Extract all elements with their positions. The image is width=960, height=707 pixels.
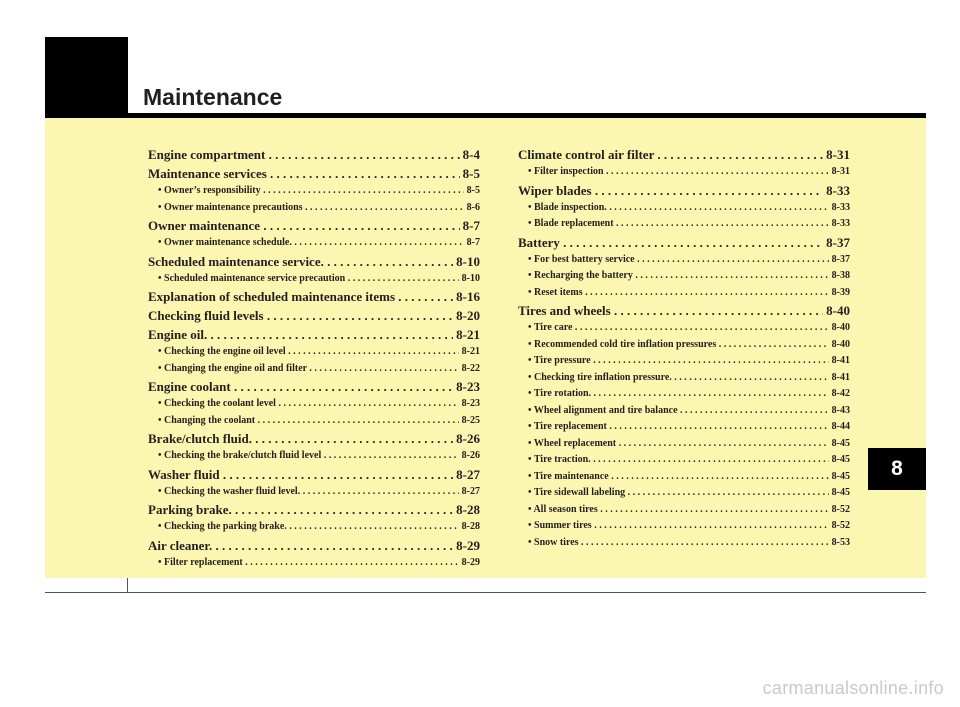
toc-subentry[interactable] <box>148 413 480 430</box>
toc-entry-page: 8-33 <box>823 181 850 200</box>
toc-subentry[interactable] <box>518 320 850 337</box>
toc-entry-page: 8-22 <box>459 361 480 378</box>
toc-entry[interactable] <box>148 500 480 519</box>
toc-subentry[interactable] <box>518 216 850 233</box>
toc-entry-page: 8-52 <box>829 518 850 535</box>
watermark: carmanualsonline.info <box>762 678 944 698</box>
toc-entry-label: • For best battery service . . . <box>528 254 850 265</box>
toc-entry-page: 8-5 <box>460 164 480 183</box>
toc-entry-label: • Filter replacement . . . <box>158 557 480 568</box>
toc-entry[interactable] <box>518 145 850 164</box>
toc-entry-label: • Checking the engine oil level . . . <box>158 346 480 357</box>
toc-column-right <box>518 145 850 551</box>
toc-entry-label: • Filter inspection . . . <box>528 166 850 177</box>
toc-entry-page: 8-45 <box>829 436 850 453</box>
toc-entry-page: 8-53 <box>829 535 850 552</box>
toc-entry-label: Engine oil. . . . <box>148 327 480 342</box>
toc-entry[interactable] <box>148 325 480 344</box>
toc-subentry[interactable] <box>518 469 850 486</box>
toc-entry-label: • Tire care . . . <box>528 322 850 333</box>
toc-entry-page: 8-44 <box>829 419 850 436</box>
toc-entry-label: • Tire replacement . . . <box>528 421 850 432</box>
toc-entry-label: Brake/clutch fluid. . . . <box>148 431 480 446</box>
toc-entry-label: Checking fluid levels . . . <box>148 308 480 323</box>
toc-subentry[interactable] <box>518 353 850 370</box>
toc-entry-page: 8-42 <box>829 386 850 403</box>
toc-entry-page: 8-29 <box>453 536 480 555</box>
toc-subentry[interactable] <box>518 452 850 469</box>
toc-subentry[interactable] <box>148 271 480 288</box>
toc-entry-label: • Recharging the battery . . . <box>528 270 850 281</box>
toc-entry-page: 8-40 <box>823 301 850 320</box>
toc-entry-label: • Summer tires . . . <box>528 520 850 531</box>
toc-subentry[interactable] <box>518 535 850 552</box>
toc-subentry[interactable] <box>518 419 850 436</box>
toc-subentry[interactable] <box>518 370 850 387</box>
toc-entry-page: 8-52 <box>829 502 850 519</box>
toc-entry-page: 8-33 <box>829 216 850 233</box>
toc-entry-label: • Reset items . . . <box>528 287 850 298</box>
toc-entry-page: 8-43 <box>829 403 850 420</box>
toc-entry[interactable] <box>148 287 480 306</box>
toc-entry-label: Air cleaner. . . . <box>148 538 480 553</box>
toc-entry-label: • Blade inspection. . . . <box>528 202 850 213</box>
toc-entry[interactable] <box>148 145 480 164</box>
toc-entry-label: • Changing the engine oil and filter . . . <box>158 363 480 374</box>
toc-entry-label: • Changing the coolant . . . <box>158 415 480 426</box>
toc-entry-label: Owner maintenance . . . <box>148 218 480 233</box>
toc-entry-label: • Wheel alignment and tire balance . . . <box>528 405 850 416</box>
toc-entry-label: • Tire sidewall labeling . . . <box>528 487 850 498</box>
toc-entry-page: 8-28 <box>459 519 480 536</box>
toc-entry-page: 8-21 <box>453 325 480 344</box>
toc-entry-label: Parking brake. . . . <box>148 502 480 517</box>
toc-entry-label: • Wheel replacement . . . <box>528 438 850 449</box>
toc-entry[interactable] <box>148 377 480 396</box>
toc-entry-page: 8-28 <box>453 500 480 519</box>
toc-entry-label: • Scheduled maintenance service precaution . . . <box>158 273 480 284</box>
toc-entry-page: 8-20 <box>453 306 480 325</box>
toc-entry-page: 8-33 <box>829 200 850 217</box>
toc-entry-page: 8-26 <box>453 429 480 448</box>
toc-entry-page: 8-25 <box>459 413 480 430</box>
toc-entry-label: • Checking the brake/clutch fluid level . . . <box>158 450 480 461</box>
toc-subentry[interactable] <box>518 200 850 217</box>
toc-entry-label: • Tire maintenance . . . <box>528 471 850 482</box>
toc-entry-label: • Blade replacement . . . <box>528 218 850 229</box>
toc-entry-label: • Tire rotation. . . . <box>528 388 850 399</box>
toc-subentry[interactable] <box>518 164 850 181</box>
toc-entry-label: Explanation of scheduled maintenance items . . . <box>148 289 480 304</box>
toc-entry-page: 8-40 <box>829 337 850 354</box>
toc-entry[interactable] <box>148 252 480 271</box>
toc-entry-page: 8-45 <box>829 485 850 502</box>
toc-entry-page: 8-45 <box>829 452 850 469</box>
toc-entry-page: 8-41 <box>829 353 850 370</box>
toc-entry-page: 8-39 <box>829 285 850 302</box>
toc-entry[interactable] <box>148 306 480 325</box>
toc-entry[interactable] <box>148 429 480 448</box>
toc-entry-page: 8-21 <box>459 344 480 361</box>
toc-subentry[interactable] <box>518 252 850 269</box>
toc-entry-label: Scheduled maintenance service. . . . <box>148 254 480 269</box>
toc-entry-page: 8-31 <box>829 164 850 181</box>
toc-entry-page: 8-5 <box>464 183 480 200</box>
toc-entry-page: 8-10 <box>453 252 480 271</box>
toc-entry-page: 8-37 <box>823 233 850 252</box>
toc-entry-page: 8-7 <box>460 216 480 235</box>
toc-subentry[interactable] <box>148 396 480 413</box>
toc-entry[interactable] <box>518 301 850 320</box>
toc-entry-page: 8-45 <box>829 469 850 486</box>
toc-entry-page: 8-27 <box>459 484 480 501</box>
toc-entry[interactable] <box>148 536 480 555</box>
toc-entry-page: 8-27 <box>453 465 480 484</box>
toc-entry-page: 8-23 <box>459 396 480 413</box>
toc-subentry[interactable] <box>518 502 850 519</box>
toc-entry-label: • Checking the coolant level . . . <box>158 398 480 409</box>
toc-entry-label: Engine compartment . . . <box>148 147 480 162</box>
toc-subentry[interactable] <box>518 436 850 453</box>
toc-entry-page: 8-29 <box>459 555 480 572</box>
toc-subentry[interactable] <box>148 555 480 572</box>
toc-entry-page: 8-40 <box>829 320 850 337</box>
toc-entry-page: 8-6 <box>464 200 480 217</box>
toc-entry-label: • Owner’s responsibility . . . <box>158 185 480 196</box>
toc-entry-label: • Checking tire inflation pressure. . . . <box>528 372 850 383</box>
toc-entry[interactable] <box>148 465 480 484</box>
toc-entry-label: • Tire traction. . . . <box>528 454 850 465</box>
toc-entry-label: Tires and wheels . . . <box>518 303 850 318</box>
toc-entry[interactable] <box>518 233 850 252</box>
toc-entry-label: • Tire pressure . . . <box>528 355 850 366</box>
toc-subentry[interactable] <box>148 484 480 501</box>
toc-entry-label: • All season tires . . . <box>528 504 850 515</box>
toc-entry-label: • Snow tires . . . <box>528 537 850 548</box>
toc-entry-page: 8-41 <box>829 370 850 387</box>
toc-entry-label: • Checking the washer fluid level. . . . <box>158 486 480 497</box>
toc-entry[interactable] <box>518 181 850 200</box>
toc-subentry[interactable] <box>148 183 480 200</box>
toc-entry-page: 8-4 <box>460 145 480 164</box>
toc-entry-page: 8-31 <box>823 145 850 164</box>
toc-entry-page: 8-38 <box>829 268 850 285</box>
toc-subentry[interactable] <box>518 485 850 502</box>
toc-entry-label: • Recommended cold tire inflation pressures . . . <box>528 339 850 350</box>
toc-subentry[interactable] <box>518 337 850 354</box>
toc-entry-page: 8-26 <box>459 448 480 465</box>
toc-entry-label: Battery . . . <box>518 235 850 250</box>
toc-entry-label: • Owner maintenance schedule. . . . <box>158 237 480 248</box>
toc-entry[interactable] <box>148 164 480 183</box>
toc-subentry[interactable] <box>518 285 850 302</box>
toc-entry-label: • Owner maintenance precautions . . . <box>158 202 480 213</box>
bottom-rule <box>45 592 926 593</box>
toc-entry-label: Washer fluid . . . <box>148 467 480 482</box>
toc-subentry[interactable] <box>518 518 850 535</box>
toc-subentry[interactable] <box>518 268 850 285</box>
chapter-tab[interactable]: 8 <box>868 448 926 490</box>
toc-entry-page: 8-7 <box>464 235 480 252</box>
toc-subentry[interactable] <box>518 403 850 420</box>
toc-entry-label: Wiper blades . . . <box>518 183 850 198</box>
toc-subentry[interactable] <box>518 386 850 403</box>
page-title: Maintenance <box>143 84 283 110</box>
toc-entry-page: 8-37 <box>829 252 850 269</box>
toc-subentry[interactable] <box>148 448 480 465</box>
toc-column-left <box>148 145 480 571</box>
toc-subentry[interactable] <box>148 235 480 252</box>
toc-entry[interactable] <box>148 216 480 235</box>
toc-entry-label: Engine coolant . . . <box>148 379 480 394</box>
toc-entry-label: Climate control air filter . . . <box>518 147 850 162</box>
toc-subentry[interactable] <box>148 519 480 536</box>
toc-entry-label: Maintenance services . . . <box>148 166 480 181</box>
toc-entry-label: • Checking the parking brake. . . . <box>158 521 480 532</box>
toc-subentry[interactable] <box>148 361 480 378</box>
toc-entry-page: 8-10 <box>459 271 480 288</box>
corner-black-block <box>45 37 128 118</box>
toc-subentry[interactable] <box>148 200 480 217</box>
toc-entry-page: 8-16 <box>453 287 480 306</box>
toc-entry-page: 8-23 <box>453 377 480 396</box>
toc-subentry[interactable] <box>148 344 480 361</box>
